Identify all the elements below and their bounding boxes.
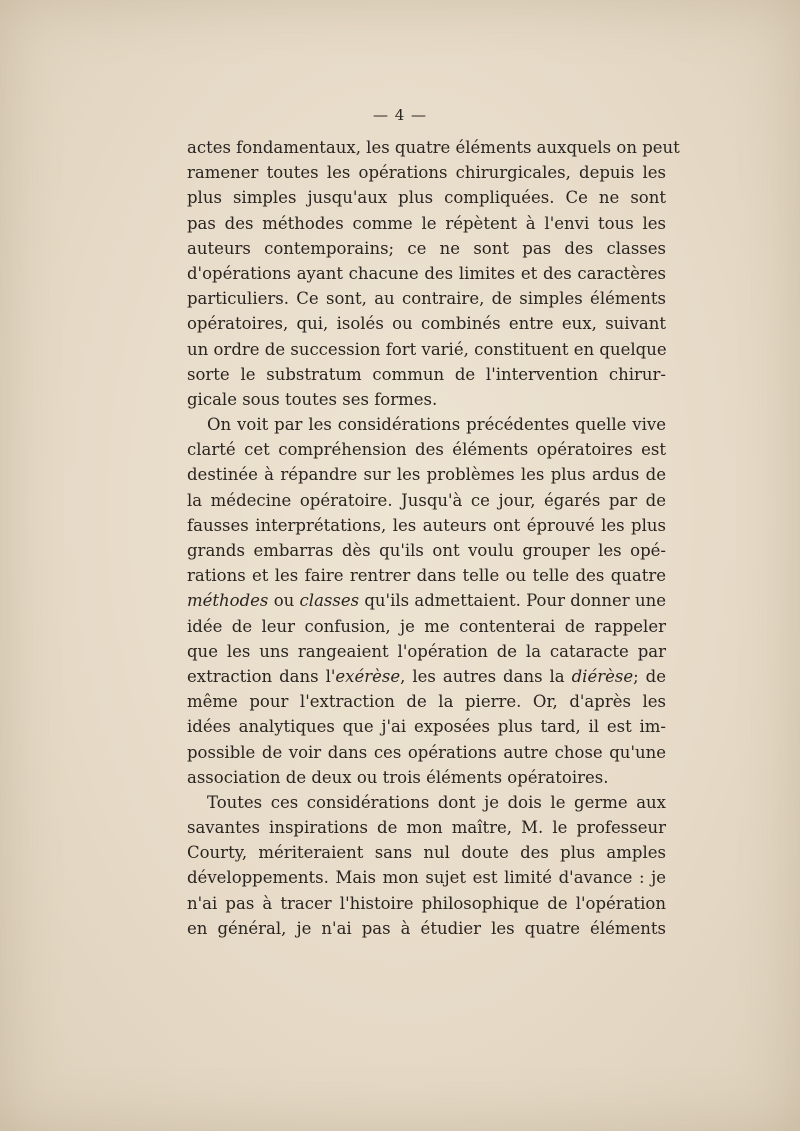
text-line: que les uns rangeaient l'opération de la cataracte par (187, 641, 666, 661)
text-line: un ordre de succession fort varié, constituent en quelque (187, 339, 667, 359)
text-line: plus simples jusqu'aux plus compliquées. Ce ne sont (187, 188, 666, 208)
text-line: Courty, mériteraient sans nul doute des plus amples (187, 843, 666, 863)
text-line: fausses interprétations, les auteurs ont éprouvé les plus (187, 515, 666, 535)
text-line-with-italics (187, 664, 666, 689)
text-line: pas des méthodes comme le répètent à l'envi tous les (187, 213, 666, 233)
text-line: développements. Mais mon sujet est limité d'avance : je (187, 868, 666, 888)
text-line: auteurs contemporains; ce ne sont pas des classes (187, 238, 666, 258)
italic-term-dierese: diérèse (571, 666, 634, 686)
text-line-with-italics (187, 588, 666, 613)
text-line: savantes inspirations de mon maître, M. le professeur (187, 818, 666, 838)
text-segment: ; de (633, 666, 666, 686)
text-segment: , les autres dans la (400, 666, 572, 686)
text-line: n'ai pas à tracer l'histoire philosophique de l'opération (187, 893, 666, 913)
italic-term-methodes: méthodes (187, 591, 269, 611)
text-line: particuliers. Ce sont, au contraire, de simples éléments (187, 289, 666, 309)
text-segment: qu'ils admettaient. Pour donner une (359, 591, 666, 611)
page-number: — 4 — (372, 106, 428, 124)
text-line: opératoires, qui, isolés ou combinés entre eux, suivant (187, 314, 666, 334)
text-line: actes fondamentaux, les quatre éléments auxquels on peut (187, 138, 680, 157)
text-line: rations et les faire rentrer dans telle ou telle des quatre (187, 566, 666, 586)
text-line: ramener toutes les opérations chirurgicales, depuis les (187, 163, 666, 183)
italic-term-classes: classes (299, 591, 360, 611)
text-line: Toutes ces considérations dont je dois le germe aux (207, 792, 666, 812)
text-line: gicale sous toutes ses formes. (187, 389, 438, 409)
text-line: idée de leur confusion, je me contenterai de rappeler (187, 616, 666, 636)
text-line: On voit par les considérations précédentes quelle vive (207, 415, 666, 435)
text-segment: ou (268, 591, 300, 611)
text-line: la médecine opératoire. Jusqu'à ce jour, égarés par de (187, 490, 666, 510)
text-line: en général, je n'ai pas à étudier les quatre éléments (187, 918, 666, 938)
text-line: idées analytiques que j'ai exposées plus tard, il est im- (187, 717, 666, 737)
text-line: clarté cet compréhension des éléments opératoires est (187, 440, 666, 460)
text-line: association de deux ou trois éléments opératoires. (187, 767, 609, 787)
body-text (187, 135, 680, 941)
text-segment: extraction dans l' (187, 666, 336, 686)
text-line: même pour l'extraction de la pierre. Or, d'après les (187, 692, 666, 712)
text-line: destinée à répandre sur les problèmes les plus ardus de (187, 465, 666, 485)
text-line: d'opérations ayant chacune des limites et des caractères (187, 263, 666, 283)
italic-term-exerese: exérèse (335, 666, 401, 686)
text-line: sorte le substratum commun de l'intervention chirur- (187, 364, 666, 384)
text-line: possible de voir dans ces opérations autre chose qu'une (187, 742, 666, 762)
text-line: grands embarras dès qu'ils ont voulu grouper les opé- (187, 541, 666, 560)
